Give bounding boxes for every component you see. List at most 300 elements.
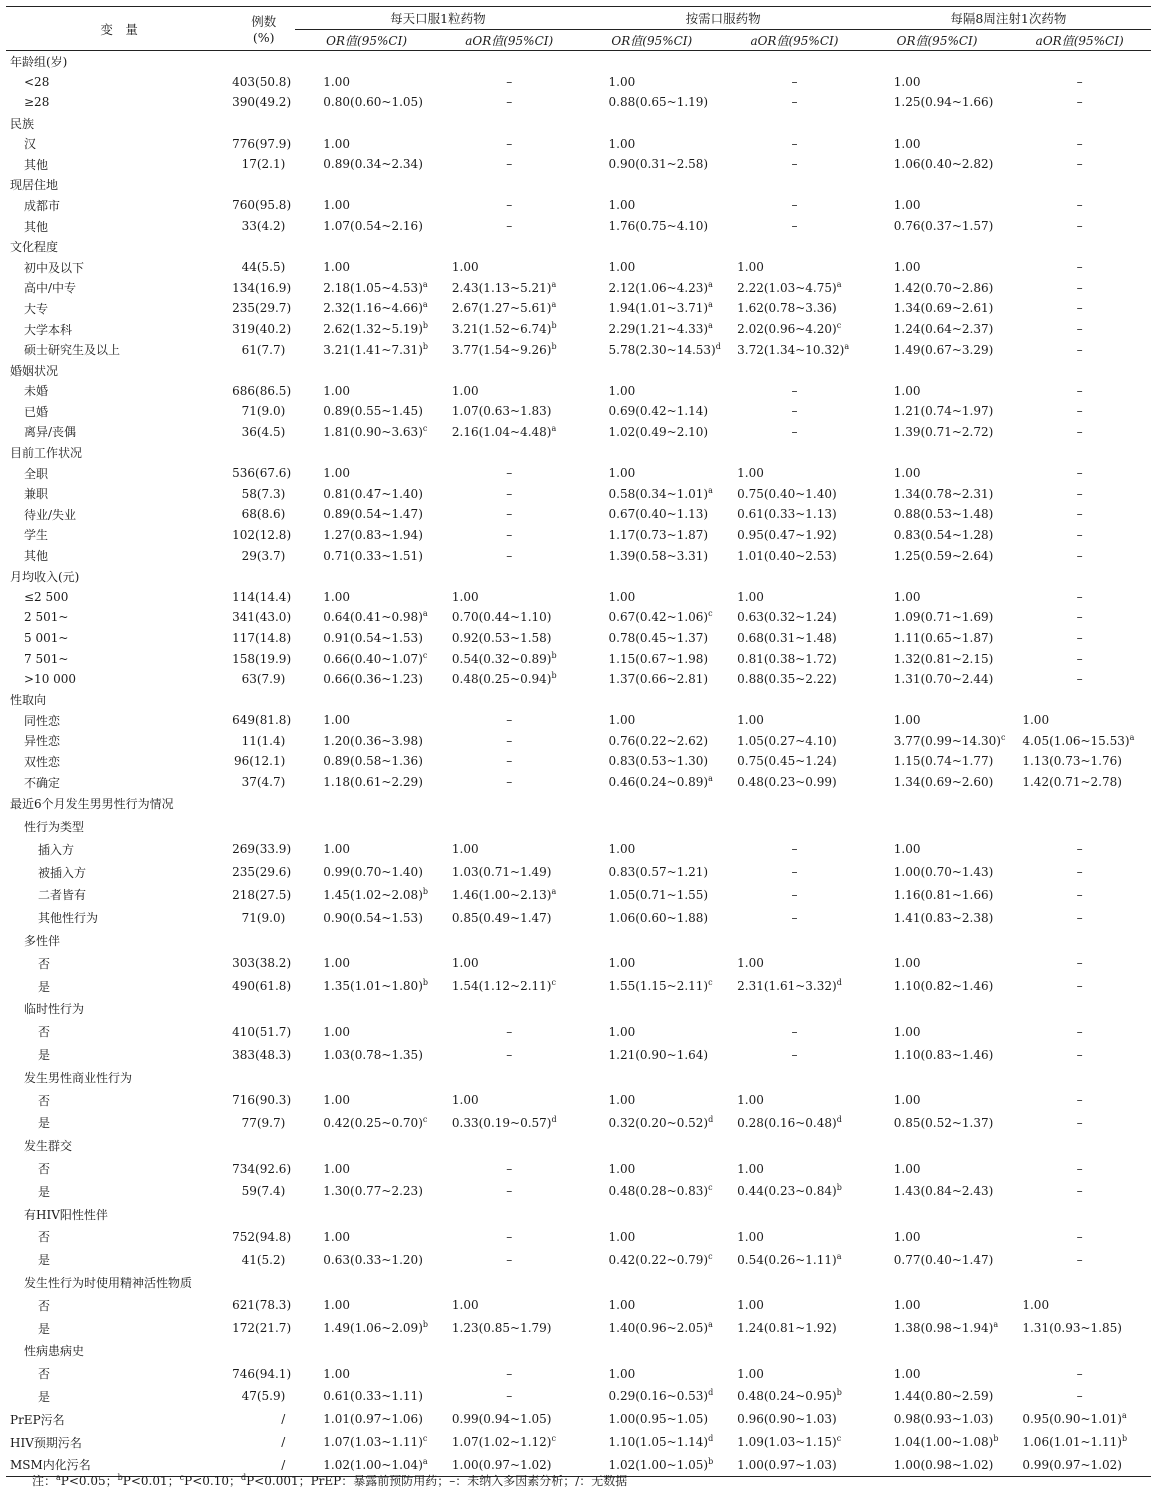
cell-or2 — [581, 772, 724, 793]
row-count — [232, 360, 295, 381]
cell-value: 0.28(0.16~0.48) — [737, 1115, 837, 1130]
cell-value: 1.00 — [323, 1229, 351, 1244]
table-row — [6, 463, 1151, 484]
cell-value: 0.81(0.38~1.72) — [737, 651, 837, 666]
cell-or2 — [581, 339, 724, 360]
row-count: 102(12.8) — [232, 527, 292, 542]
cell-value: 1.00 — [737, 589, 764, 604]
cell-aor2 — [723, 1317, 866, 1340]
footnote-sup-c: c — [179, 1473, 185, 1482]
cell-value: – — [1076, 198, 1083, 213]
cell-or3 — [866, 815, 1009, 838]
cell-value: 0.81(0.47~1.40) — [323, 486, 423, 501]
cell-value: – — [506, 775, 513, 790]
cell-aor2 — [723, 319, 866, 340]
row-count: 760(95.8) — [232, 198, 292, 213]
cell-or3 — [866, 401, 1009, 422]
cell-value: 1.44(0.80~2.59) — [893, 1389, 994, 1404]
cell-aor3 — [1008, 1317, 1151, 1340]
cell-value: 1.02(1.00~1.05) — [608, 1457, 709, 1472]
significance-marker: d — [708, 1114, 714, 1124]
cell-value: 1.00 — [608, 842, 636, 857]
cell-value: – — [1076, 280, 1083, 295]
cell-value: 0.58(0.34~1.01) — [608, 486, 709, 501]
cell-aor2 — [723, 731, 866, 752]
cell-aor2 — [723, 586, 866, 607]
cell-value: 0.75(0.40~1.40) — [737, 486, 837, 501]
row-label: ≤2 500 — [24, 589, 69, 604]
table-row — [6, 1431, 1151, 1454]
cell-aor1 — [438, 669, 581, 690]
cell-aor1 — [438, 278, 581, 299]
row-label: 学生 — [24, 528, 49, 543]
row-label: 7 501~ — [24, 651, 69, 666]
cell-value: 1.62(0.78~3.36) — [737, 301, 837, 316]
cell-value: – — [506, 548, 513, 563]
cell-or1 — [295, 483, 438, 504]
header-count-line2: (%) — [252, 30, 275, 45]
cell-value: – — [1076, 322, 1083, 337]
table-row — [6, 1362, 1151, 1385]
cell-value: 0.88(0.53~1.48) — [893, 507, 994, 522]
row-count: 403(50.8) — [232, 74, 292, 89]
row-label: 其他 — [24, 549, 49, 564]
significance-marker: d — [551, 1114, 557, 1124]
cell-or2 — [581, 1134, 724, 1157]
cell-value: 1.00 — [737, 1366, 764, 1381]
cell-value: 1.06(0.60~1.88) — [608, 910, 709, 925]
cell-or2 — [581, 154, 724, 175]
cell-or2 — [581, 929, 724, 952]
cell-or2 — [581, 1226, 724, 1249]
row-count: 734(92.6) — [232, 1161, 292, 1176]
cell-aor3 — [1008, 1066, 1151, 1089]
cell-value: 3.77(1.54~9.26) — [451, 342, 552, 357]
cell-or2 — [581, 1180, 724, 1203]
cell-value: 1.00 — [451, 1093, 479, 1108]
row-label: 发生群交 — [24, 1139, 73, 1154]
cell-aor3 — [1008, 51, 1151, 72]
cell-aor3 — [1008, 1157, 1151, 1180]
row-count: 11(1.4) — [241, 733, 286, 748]
significance-marker: c — [422, 1434, 428, 1444]
cell-value: – — [1076, 383, 1083, 398]
cell-value: – — [1076, 651, 1083, 666]
cell-value: – — [506, 527, 513, 542]
cell-or2 — [581, 975, 724, 998]
cell-aor2 — [723, 1226, 866, 1249]
row-count: 752(94.8) — [232, 1229, 292, 1244]
cell-value: 1.00 — [608, 383, 636, 398]
row-count: 77(9.7) — [241, 1115, 286, 1130]
cell-or1 — [295, 1089, 438, 1112]
cell-aor2 — [723, 339, 866, 360]
table-row — [6, 113, 1151, 134]
row-count: 172(21.7) — [232, 1321, 292, 1336]
row-count: / — [281, 1412, 286, 1427]
cell-aor2 — [723, 72, 866, 93]
row-count: 621(78.3) — [232, 1298, 292, 1313]
cell-value: – — [506, 713, 513, 728]
cell-or1 — [295, 792, 438, 815]
cell-aor2 — [723, 1134, 866, 1157]
table-row — [6, 504, 1151, 525]
cell-aor2 — [723, 360, 866, 381]
cell-or3 — [866, 381, 1009, 402]
cell-aor1 — [438, 607, 581, 628]
cell-aor2 — [723, 628, 866, 649]
cell-aor1 — [438, 133, 581, 154]
cell-value: – — [791, 910, 798, 925]
cell-or3 — [866, 133, 1009, 154]
cell-value: 1.00 — [451, 589, 479, 604]
row-label: 有HIV阳性性伴 — [24, 1207, 108, 1222]
cell-value: 1.00 — [451, 842, 479, 857]
cell-value: 1.41(0.83~2.38) — [893, 910, 994, 925]
cell-value: 1.24(0.81~1.92) — [737, 1321, 837, 1336]
cell-or1 — [295, 422, 438, 443]
row-count: 218(27.5) — [232, 887, 292, 902]
row-category-label: 年龄组(岁) — [10, 54, 68, 69]
significance-marker: d — [708, 1388, 714, 1398]
cell-or1 — [295, 92, 438, 113]
cell-aor3 — [1008, 381, 1151, 402]
header-or-3: OR值(95%CI) — [896, 33, 978, 48]
cell-aor2 — [723, 710, 866, 731]
row-label: 临时性行为 — [24, 1002, 85, 1017]
cell-value: 0.54(0.26~1.11) — [737, 1252, 837, 1267]
cell-or3 — [866, 628, 1009, 649]
table-row — [6, 278, 1151, 299]
cell-or1 — [295, 815, 438, 838]
cell-value: 2.67(1.27~5.61) — [451, 301, 552, 316]
row-label: 其他 — [24, 157, 49, 172]
cell-value: 1.00 — [323, 589, 351, 604]
cell-or3 — [866, 1020, 1009, 1043]
cell-or1 — [295, 731, 438, 752]
table-row — [6, 51, 1151, 72]
row-count: / — [232, 1453, 295, 1476]
cell-or3 — [866, 278, 1009, 299]
cell-value: 0.89(0.58~1.36) — [323, 754, 423, 769]
cell-aor1 — [438, 975, 581, 998]
row-label: 汉 — [24, 137, 37, 152]
cell-aor1 — [438, 815, 581, 838]
cell-aor1 — [438, 257, 581, 278]
row-count — [232, 236, 295, 257]
cell-value: 0.80(0.60~1.05) — [323, 95, 423, 110]
table-row — [6, 1340, 1151, 1363]
cell-value: 0.99(0.97~1.02) — [1022, 1457, 1122, 1472]
row-label: 性病患病史 — [24, 1344, 85, 1359]
cell-aor1 — [438, 952, 581, 975]
cell-aor1 — [438, 422, 581, 443]
row-count: 117(14.8) — [232, 630, 292, 645]
cell-value: 0.44(0.23~0.84) — [737, 1184, 837, 1199]
cell-value: 0.64(0.41~0.98) — [323, 610, 423, 625]
cell-value: 1.00 — [893, 260, 921, 275]
cell-or2 — [581, 1408, 724, 1431]
cell-or2 — [581, 1248, 724, 1271]
row-count: 490(61.8) — [232, 979, 292, 994]
cell-aor2 — [723, 1180, 866, 1203]
cell-or2 — [581, 236, 724, 257]
cell-value: 1.00 — [737, 466, 764, 481]
cell-aor2 — [723, 884, 866, 907]
row-count — [232, 998, 295, 1021]
cell-value: 2.16(1.04~4.48) — [451, 424, 552, 439]
cell-value: 0.98(0.93~1.03) — [893, 1412, 994, 1427]
cell-aor1 — [438, 906, 581, 929]
cell-or1 — [295, 442, 438, 463]
cell-or3 — [866, 906, 1009, 929]
cell-or2 — [581, 1271, 724, 1294]
cell-aor1 — [438, 401, 581, 422]
cell-value: 0.78(0.45~1.37) — [608, 630, 709, 645]
cell-value: 0.66(0.40~1.07) — [323, 651, 423, 666]
cell-value: 1.02(1.00~1.04) — [323, 1457, 423, 1472]
cell-value: – — [1076, 424, 1083, 439]
cell-value: 1.03(0.71~1.49) — [451, 865, 552, 880]
cell-aor3 — [1008, 401, 1151, 422]
cell-aor2 — [723, 1385, 866, 1408]
cell-value: – — [1076, 630, 1083, 645]
table-row — [6, 884, 1151, 907]
cell-or2 — [581, 1157, 724, 1180]
table-row — [6, 929, 1151, 952]
cell-or1 — [295, 1112, 438, 1135]
cell-or1 — [295, 1157, 438, 1180]
cell-value: 0.89(0.54~1.47) — [323, 507, 423, 522]
row-label: 已婚 — [24, 404, 49, 419]
table-row — [6, 401, 1151, 422]
cell-aor1 — [438, 1408, 581, 1431]
row-label: 是 — [38, 979, 51, 994]
cell-aor3 — [1008, 175, 1151, 196]
cell-aor1 — [438, 1226, 581, 1249]
cell-aor3 — [1008, 1408, 1151, 1431]
cell-value: – — [506, 95, 513, 110]
cell-aor1 — [438, 525, 581, 546]
significance-marker: c — [422, 650, 428, 660]
cell-or3 — [866, 360, 1009, 381]
cell-value: – — [1076, 865, 1083, 880]
cell-or2 — [581, 731, 724, 752]
cell-aor1 — [438, 360, 581, 381]
row-count: 17(2.1) — [241, 157, 286, 172]
cell-aor2 — [723, 607, 866, 628]
cell-aor1 — [438, 689, 581, 710]
cell-aor3 — [1008, 906, 1151, 929]
cell-value: 1.00 — [451, 956, 479, 971]
cell-or2 — [581, 525, 724, 546]
cell-aor2 — [723, 236, 866, 257]
cell-value: 5.78(2.30~14.53) — [608, 342, 716, 357]
row-count — [232, 51, 295, 72]
row-label: 发生性行为时使用精神活性物质 — [24, 1276, 193, 1290]
row-count — [232, 113, 295, 134]
cell-or3 — [866, 1180, 1009, 1203]
cell-or1 — [295, 1020, 438, 1043]
cell-or1 — [295, 1294, 438, 1317]
cell-value: – — [506, 1252, 513, 1267]
table-row — [6, 566, 1151, 587]
row-category-label: 性取向 — [10, 693, 47, 708]
cell-aor1 — [438, 339, 581, 360]
cell-value: 1.94(1.01~3.71) — [608, 301, 709, 316]
cell-value: 0.42(0.22~0.79) — [608, 1252, 709, 1267]
cell-aor3 — [1008, 884, 1151, 907]
cell-value: 1.07(0.54~2.16) — [323, 219, 423, 234]
cell-value: – — [506, 157, 513, 172]
cell-value: – — [1076, 1389, 1083, 1404]
cell-aor2 — [723, 422, 866, 443]
cell-or2 — [581, 628, 724, 649]
cell-value: 1.34(0.69~2.60) — [893, 775, 994, 790]
cell-or2 — [581, 648, 724, 669]
significance-marker: a — [993, 1320, 999, 1330]
cell-value: 0.85(0.52~1.37) — [893, 1115, 994, 1130]
cell-or1 — [295, 236, 438, 257]
cell-aor1 — [438, 731, 581, 752]
cell-value: 1.00 — [323, 383, 351, 398]
cell-value: – — [791, 865, 798, 880]
cell-aor2 — [723, 1294, 866, 1317]
header-count — [232, 7, 295, 51]
cell-or2 — [581, 463, 724, 484]
row-count: 269(33.9) — [232, 842, 292, 857]
cell-or1 — [295, 278, 438, 299]
cell-value: – — [1076, 672, 1083, 687]
table-row — [6, 607, 1151, 628]
cell-or2 — [581, 1043, 724, 1066]
row-count — [232, 1203, 295, 1226]
cell-or1 — [295, 195, 438, 216]
cell-value: 1.00 — [323, 136, 351, 151]
header-aor-3: aOR值(95%CI) — [1035, 33, 1124, 48]
significance-marker: c — [836, 321, 842, 331]
cell-aor3 — [1008, 1431, 1151, 1454]
cell-value: 1.46(1.00~2.13) — [451, 887, 552, 902]
row-count: 41(5.2) — [241, 1252, 286, 1267]
table-row — [6, 422, 1151, 443]
cell-value: – — [1076, 956, 1083, 971]
cell-value: 1.07(1.02~1.12) — [451, 1435, 552, 1450]
significance-marker: a — [551, 423, 557, 433]
cell-value: – — [1076, 466, 1083, 481]
cell-or2 — [581, 257, 724, 278]
row-label: 二者皆有 — [38, 888, 87, 903]
cell-value: 0.48(0.28~0.83) — [608, 1184, 709, 1199]
cell-aor1 — [438, 113, 581, 134]
cell-value: 1.10(0.82~1.46) — [893, 979, 994, 994]
cell-aor3 — [1008, 319, 1151, 340]
cell-aor1 — [438, 1089, 581, 1112]
cell-value: – — [791, 157, 798, 172]
cell-value: 1.00 — [608, 1366, 636, 1381]
cell-value: 1.02(0.49~2.10) — [608, 424, 709, 439]
significance-marker: a — [1129, 732, 1135, 742]
row-count: 716(90.3) — [232, 1093, 292, 1108]
cell-aor1 — [438, 751, 581, 772]
cell-or2 — [581, 566, 724, 587]
row-count: 776(97.9) — [232, 136, 292, 151]
table-row — [6, 998, 1151, 1021]
table-row — [6, 319, 1151, 340]
cell-aor1 — [438, 51, 581, 72]
cell-or3 — [866, 525, 1009, 546]
cell-value: 0.99(0.70~1.40) — [323, 865, 423, 880]
cell-or1 — [295, 504, 438, 525]
significance-marker: a — [422, 609, 428, 619]
cell-value: 1.21(0.74~1.97) — [893, 404, 994, 419]
cell-aor2 — [723, 1020, 866, 1043]
cell-aor3 — [1008, 525, 1151, 546]
cell-aor2 — [723, 1066, 866, 1089]
cell-aor2 — [723, 401, 866, 422]
cell-value: – — [506, 507, 513, 522]
cell-value: 1.00 — [737, 1161, 764, 1176]
table-row — [6, 339, 1151, 360]
cell-or1 — [295, 1066, 438, 1089]
significance-marker: a — [836, 279, 842, 289]
header-aor-1: aOR值(95%CI) — [465, 33, 554, 48]
cell-or3 — [866, 1385, 1009, 1408]
cell-value: 1.00(0.95~1.05) — [608, 1412, 709, 1427]
cell-value: 1.00 — [1022, 713, 1050, 728]
table-footnote — [32, 1472, 627, 1489]
cell-or1 — [295, 1385, 438, 1408]
cell-or2 — [581, 1203, 724, 1226]
cell-or3 — [866, 929, 1009, 952]
table-row — [6, 586, 1151, 607]
cell-aor2 — [723, 669, 866, 690]
cell-aor2 — [723, 1203, 866, 1226]
cell-aor2 — [723, 1340, 866, 1363]
cell-value: – — [506, 136, 513, 151]
cell-value: 0.89(0.55~1.45) — [323, 404, 423, 419]
cell-value: 1.00 — [737, 1298, 764, 1313]
cell-value: – — [506, 1047, 513, 1062]
significance-marker: a — [422, 279, 428, 289]
table-row — [6, 360, 1151, 381]
cell-value: 1.32(0.81~2.15) — [893, 651, 994, 666]
cell-or3 — [866, 1112, 1009, 1135]
cell-value: 2.62(1.32~5.19) — [323, 322, 423, 337]
cell-value: 1.00 — [608, 1161, 636, 1176]
significance-marker: c — [708, 978, 713, 988]
cell-value: – — [791, 95, 798, 110]
cell-value: 1.16(0.81~1.66) — [893, 887, 994, 902]
table-row — [6, 1134, 1151, 1157]
cell-aor2 — [723, 175, 866, 196]
row-label: 是 — [38, 1184, 51, 1199]
footnote-sup-b: b — [117, 1473, 123, 1482]
cell-or1 — [295, 689, 438, 710]
table-row — [6, 442, 1151, 463]
row-label: 不确定 — [24, 775, 61, 790]
row-label: 是 — [38, 1116, 51, 1131]
cell-aor3 — [1008, 113, 1151, 134]
cell-or3 — [866, 689, 1009, 710]
cell-value: – — [1076, 486, 1083, 501]
cell-or3 — [866, 92, 1009, 113]
header-variable: 变 量 — [100, 21, 138, 37]
cell-aor2 — [723, 566, 866, 587]
row-label: 高中/中专 — [24, 281, 77, 296]
cell-or2 — [581, 92, 724, 113]
cell-aor2 — [723, 815, 866, 838]
